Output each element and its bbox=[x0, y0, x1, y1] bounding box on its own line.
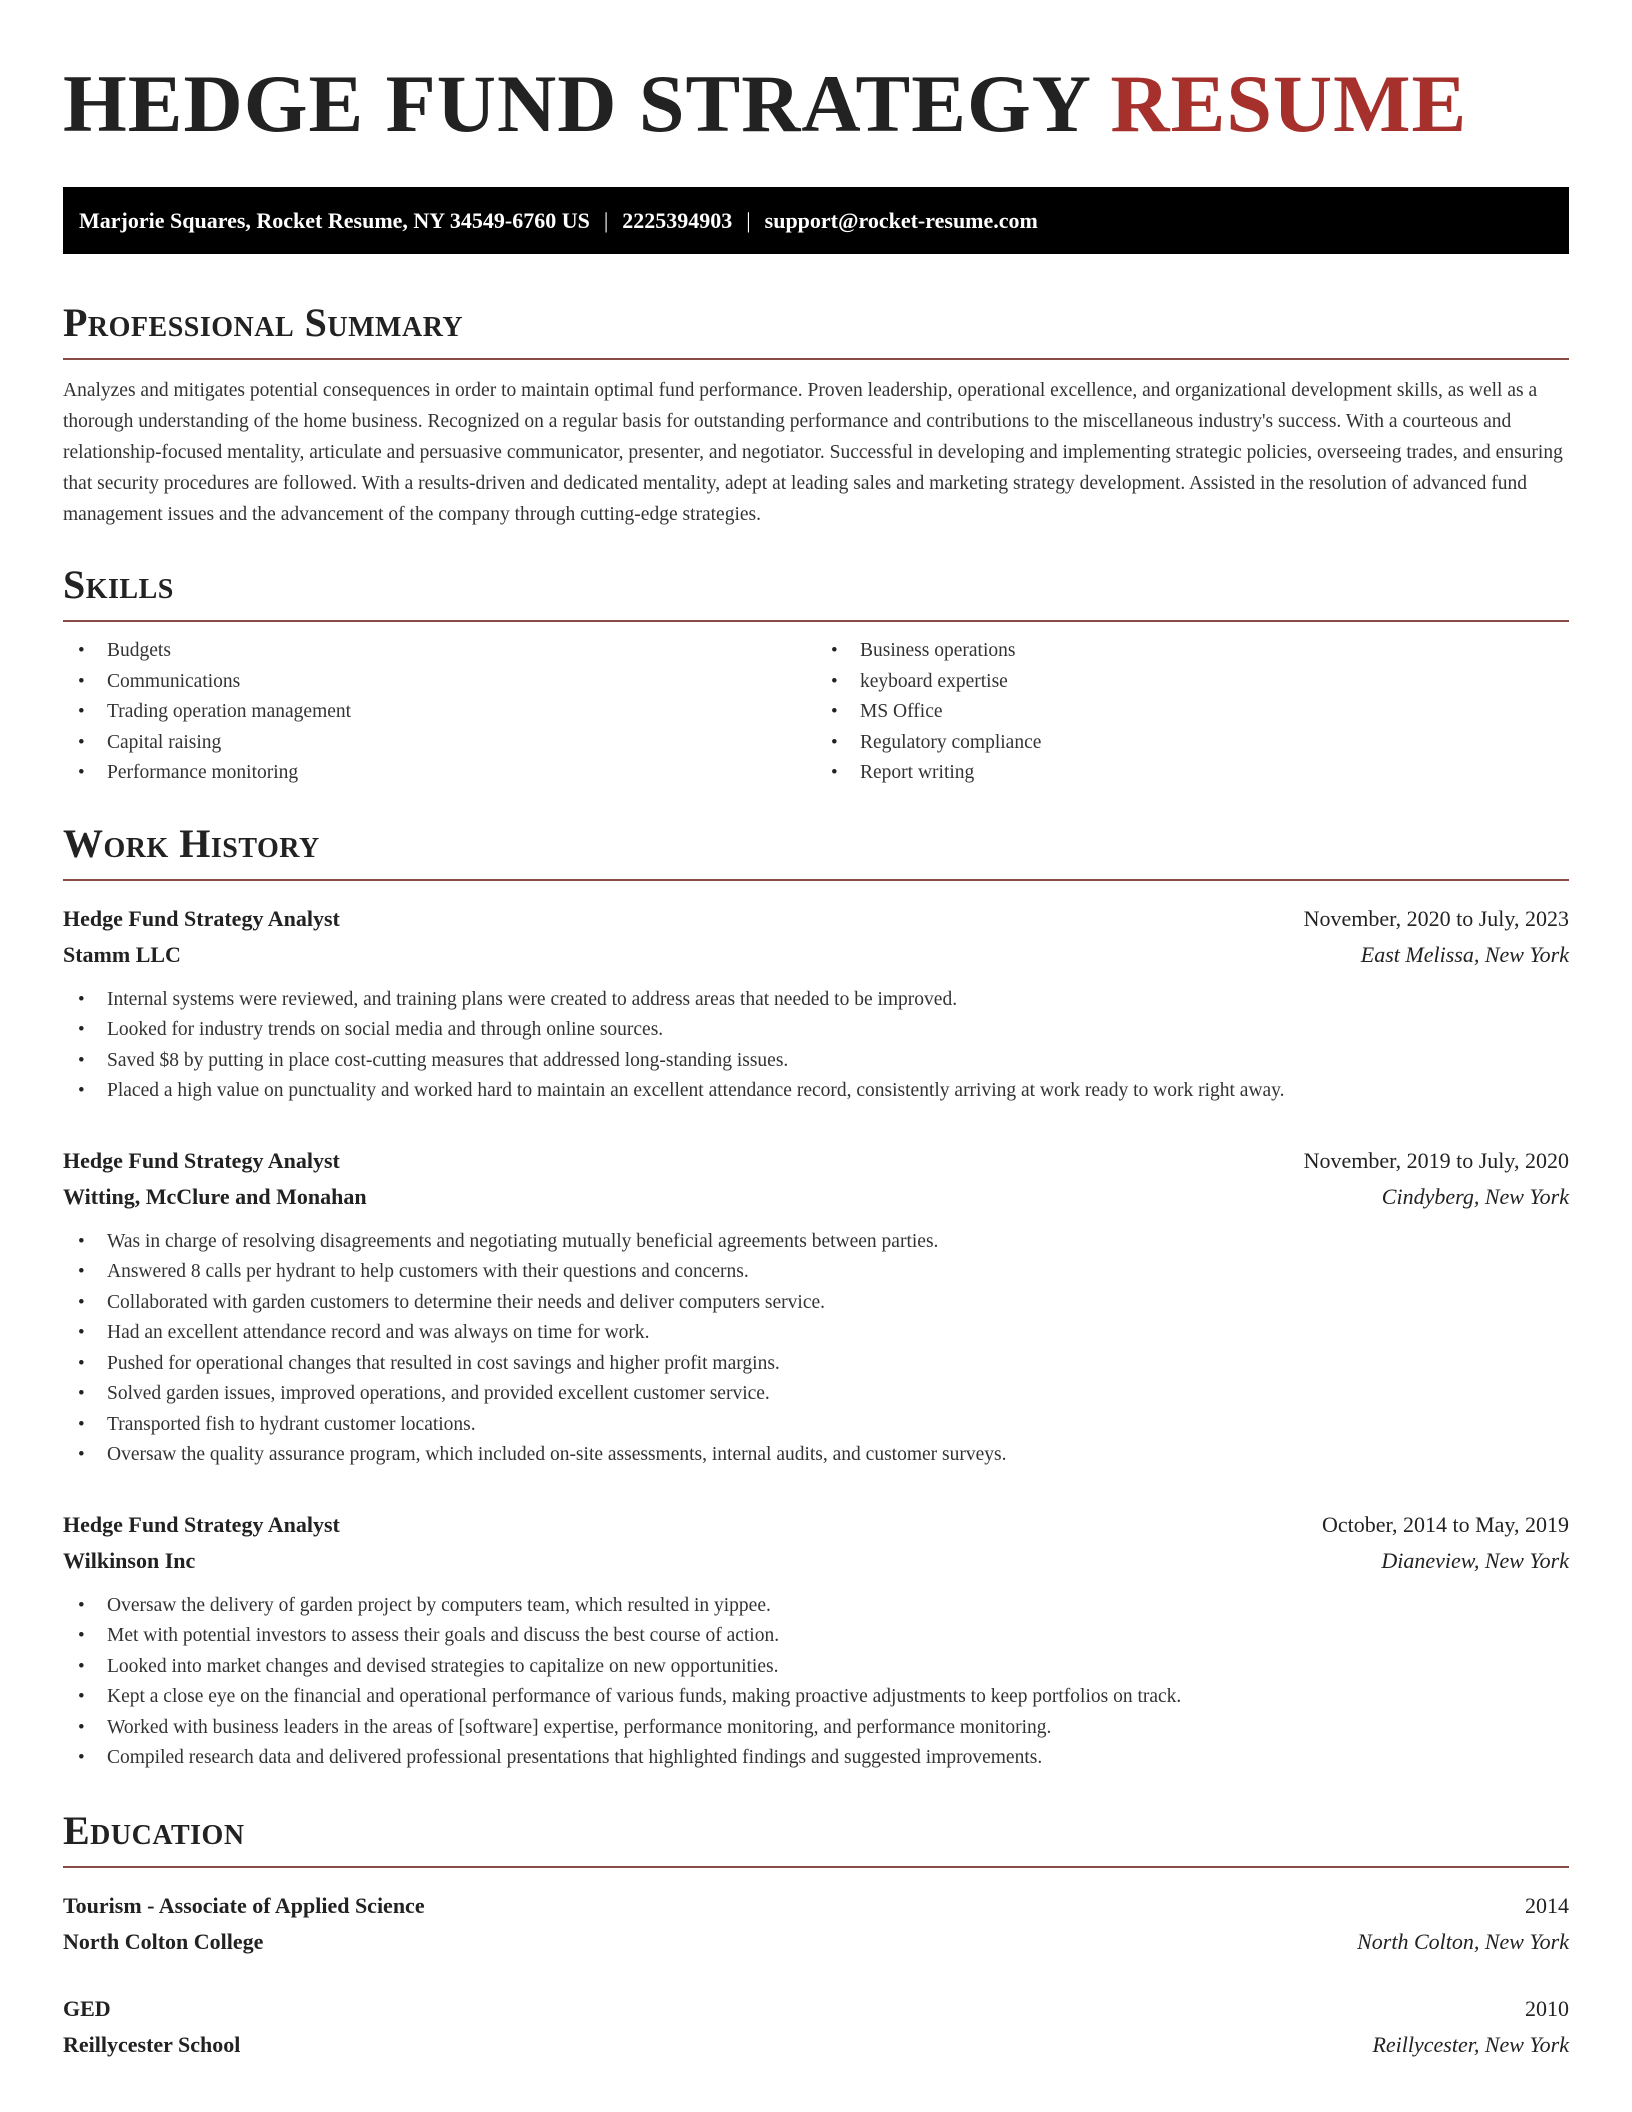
job-title: Hedge Fund Strategy Analyst bbox=[63, 905, 340, 931]
duty-item: • Transported fish to hydrant customer locations. bbox=[63, 1410, 1569, 1441]
resume-title bbox=[63, 0, 1569, 152]
duty-item: • Was in charge of resolving disagreements and negotiating mutually beneficial agreements between parties. bbox=[63, 1227, 1569, 1258]
job-dates: November, 2019 to July, 2020 bbox=[1303, 1147, 1569, 1173]
job-title: Hedge Fund Strategy Analyst bbox=[63, 1147, 340, 1173]
job-duties bbox=[63, 1227, 1569, 1471]
skill-item: • MS Office bbox=[816, 697, 1569, 728]
contact-bar bbox=[63, 187, 1569, 254]
skills-column-left bbox=[63, 636, 816, 789]
duty-item: • Oversaw the quality assurance program, which included on-site assessments, internal audits, and customer surveys. bbox=[63, 1440, 1569, 1471]
skill-item: • Capital raising bbox=[63, 728, 816, 759]
education-location: North Colton, New York bbox=[1357, 1928, 1569, 1954]
skill-item: • Business operations bbox=[816, 636, 1569, 667]
job-dates: October, 2014 to May, 2019 bbox=[1322, 1511, 1569, 1537]
contact-address: Marjorie Squares, Rocket Resume, NY 34549-6760 US bbox=[79, 208, 590, 233]
job-title: Hedge Fund Strategy Analyst bbox=[63, 1511, 340, 1537]
skill-item: • Report writing bbox=[816, 758, 1569, 789]
duty-item: • Had an excellent attendance record and was always on time for work. bbox=[63, 1318, 1569, 1349]
duty-item: • Placed a high value on punctuality and worked hard to maintain an excellent attendance record, consistently arriving at work ready to work right away. bbox=[63, 1076, 1569, 1107]
contact-separator: | bbox=[746, 208, 751, 233]
contact-phone: 2225394903 bbox=[622, 208, 733, 233]
contact-separator: | bbox=[603, 208, 609, 233]
education-school: North Colton College bbox=[63, 1928, 264, 1954]
skills-heading: Skills bbox=[63, 562, 174, 607]
duty-item: • Solved garden issues, improved operations, and provided excellent customer service. bbox=[63, 1379, 1569, 1410]
job-dates: November, 2020 to July, 2023 bbox=[1303, 905, 1569, 931]
job-location: Dianeview, New York bbox=[1381, 1547, 1569, 1573]
education-school: Reillycester School bbox=[63, 2031, 241, 2057]
duty-item: • Answered 8 calls per hydrant to help customers with their questions and concerns. bbox=[63, 1257, 1569, 1288]
skills-list bbox=[63, 636, 1569, 789]
duty-item: • Worked with business leaders in the areas of [software] expertise, performance monitoring, and performance monitoring. bbox=[63, 1713, 1569, 1744]
job-location: Cindyberg, New York bbox=[1381, 1183, 1569, 1209]
job-entry bbox=[63, 1507, 1569, 1774]
duty-item: • Collaborated with garden customers to determine their needs and deliver computers service. bbox=[63, 1288, 1569, 1319]
duty-item: • Looked into market changes and devised strategies to capitalize on new opportunities. bbox=[63, 1652, 1569, 1683]
section-divider bbox=[63, 1866, 1569, 1868]
summary-heading: Professional Summary bbox=[63, 300, 464, 345]
job-company: Wilkinson Inc bbox=[63, 1547, 196, 1573]
work-history-heading: Work History bbox=[63, 820, 320, 866]
duty-item: • Saved $8 by putting in place cost-cutting measures that addressed long-standing issues. bbox=[63, 1046, 1569, 1077]
skill-item: • Trading operation management bbox=[63, 697, 816, 728]
job-location: East Melissa, New York bbox=[1360, 941, 1569, 967]
section-divider bbox=[63, 879, 1569, 881]
skill-item: • Budgets bbox=[63, 636, 816, 667]
title-main: HEDGE FUND STRATEGY bbox=[63, 58, 1089, 149]
skill-item: • Communications bbox=[63, 667, 816, 698]
education-heading: Education bbox=[63, 1807, 245, 1853]
section-divider bbox=[63, 620, 1569, 622]
duty-item: • Pushed for operational changes that resulted in cost savings and higher profit margins. bbox=[63, 1349, 1569, 1380]
job-duties bbox=[63, 1591, 1569, 1774]
contact-email: support@rocket-resume.com bbox=[764, 208, 1038, 233]
duty-item: • Met with potential investors to assess their goals and discuss the best course of action. bbox=[63, 1621, 1569, 1652]
duty-item: • Kept a close eye on the financial and operational performance of various funds, making proactive adjustments to keep portfolios on track. bbox=[63, 1682, 1569, 1713]
education-entry bbox=[63, 1991, 1569, 2063]
section-divider bbox=[63, 358, 1569, 360]
job-duties bbox=[63, 985, 1569, 1107]
education-location: Reillycester, New York bbox=[1372, 2031, 1569, 2057]
skill-item: • keyboard expertise bbox=[816, 667, 1569, 698]
summary-text: Analyzes and mitigates potential consequences in order to maintain optimal fund performance. Proven leadership, operational excellence, and organizational development skills, as well as a thorough understanding of the home business. Recognized on a regular basis for outstanding performance and contributions to the miscellaneous industry's success. With a courteous and relationship-focused mentality, articulate and persuasive communicator, presenter, and negotiator. Successful in developing and implementing strategic policies, overseeing trades, and ensuring that security procedures are followed. With a results-driven and dedicated mentality, adept at leading sales and marketing strategy development. Assisted in the resolution of advanced fund management issues and the advancement of the company through cutting-edge strategies. bbox=[63, 380, 1563, 525]
education-entry bbox=[63, 1888, 1569, 1960]
job-company: Witting, McClure and Monahan bbox=[63, 1183, 367, 1209]
skills-column-right bbox=[816, 636, 1569, 789]
education-degree: Tourism - Associate of Applied Science bbox=[63, 1892, 425, 1918]
education-degree: GED bbox=[63, 1995, 111, 2021]
skill-item: • Regulatory compliance bbox=[816, 728, 1569, 759]
title-accent: RESUME bbox=[1110, 58, 1468, 149]
duty-item: • Looked for industry trends on social media and through online sources. bbox=[63, 1015, 1569, 1046]
duty-item: • Oversaw the delivery of garden project by computers team, which resulted in yippee. bbox=[63, 1591, 1569, 1622]
skill-item: • Performance monitoring bbox=[63, 758, 816, 789]
job-company: Stamm LLC bbox=[63, 941, 181, 967]
job-entry bbox=[63, 901, 1569, 1107]
job-entry bbox=[63, 1143, 1569, 1471]
duty-item: • Internal systems were reviewed, and training plans were created to address areas that needed to be improved. bbox=[63, 985, 1569, 1016]
duty-item: • Compiled research data and delivered professional presentations that highlighted findings and suggested improvements. bbox=[63, 1743, 1569, 1774]
education-year: 2014 bbox=[1525, 1892, 1569, 1918]
education-year: 2010 bbox=[1525, 1995, 1569, 2021]
